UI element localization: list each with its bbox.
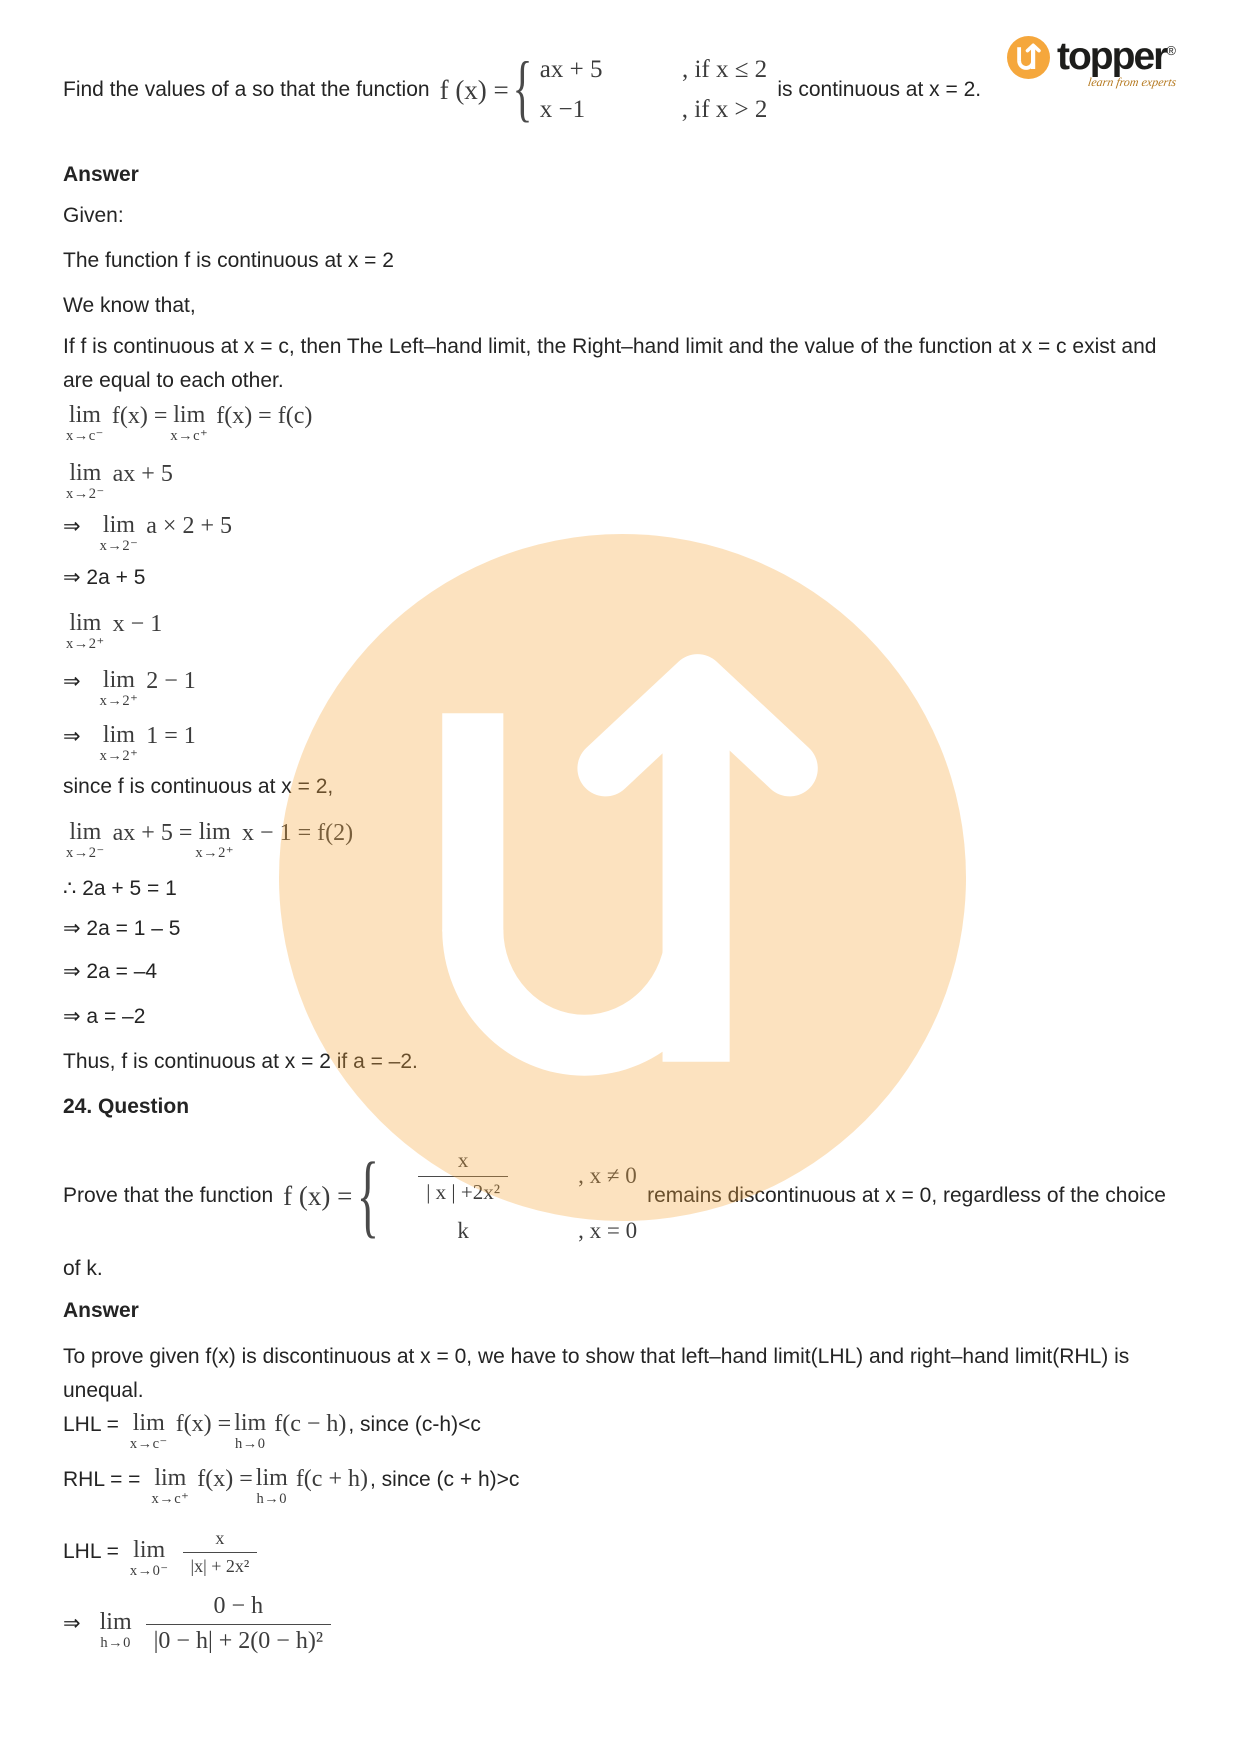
continuity-rule: If f is continuous at x = c, then The Left–hand limit, the Right–hand limit and the value of the function at x = c exist and are equal to each other. xyxy=(63,335,1157,392)
math-text: ax + 5 = xyxy=(112,820,193,846)
we-know-that: We know that, xyxy=(63,294,196,317)
case-cond: , if x > 2 xyxy=(681,96,768,123)
math-text: f(c − h) xyxy=(274,1411,347,1437)
fraction-denominator: |x| + 2x² xyxy=(183,1552,258,1577)
question-24-heading: 24. Question xyxy=(63,1095,190,1118)
math-text: f(x) = xyxy=(111,403,168,429)
math-text: ax + 5 xyxy=(112,461,173,487)
answer-heading-24: Answer xyxy=(63,1299,139,1322)
limit-operator: lim x→2⁺ xyxy=(99,722,139,764)
piecewise-function-23 xyxy=(439,48,768,130)
case-cond: , x = 0 xyxy=(578,1217,638,1243)
math-text: 1 = 1 xyxy=(146,723,196,749)
case-row xyxy=(388,1218,637,1244)
case-fraction xyxy=(412,1148,514,1203)
logo-brand-text: topper xyxy=(1057,35,1167,78)
limit-operator: lim x→2⁺ xyxy=(66,610,105,652)
fraction-numerator: x xyxy=(215,1528,225,1548)
limit-operator: lim x→2⁻ xyxy=(66,819,105,861)
question-24-prompt xyxy=(63,1140,1166,1252)
lhl-definition xyxy=(63,1411,481,1452)
given-statement: The function f is continuous at x = 2 xyxy=(63,249,394,272)
math-text: x − 1 = f(2) xyxy=(242,820,354,846)
prompt-text-after: is continuous at x = 2. xyxy=(777,78,982,101)
limit-operator: lim x→0⁻ xyxy=(129,1536,169,1579)
limit-operator: lim h→0 xyxy=(234,1410,267,1452)
fx-equals: f (x) = xyxy=(283,1180,353,1211)
limit-equation-4 xyxy=(63,611,162,652)
toppr-watermark xyxy=(279,534,966,1221)
toppr-logo-mark-icon xyxy=(1007,36,1050,79)
rhl-definition xyxy=(63,1466,519,1507)
logo-registered-mark: ® xyxy=(1166,43,1176,58)
case-cond: , x ≠ 0 xyxy=(578,1163,637,1188)
fraction-denominator: |0 − h| + 2(0 − h)² xyxy=(146,1624,331,1656)
prompt-text-after: remains discontinuous at x = 0, regardless of the choice xyxy=(647,1184,1166,1207)
case-row xyxy=(388,1148,637,1203)
limit-operator: lim x→c⁺ xyxy=(151,1465,190,1507)
left-brace: { xyxy=(357,1145,380,1247)
math-text: x − 1 xyxy=(112,611,163,637)
algebra-step-2: ⇒ 2a = –4 xyxy=(63,960,158,983)
limit-equation-6 xyxy=(63,723,196,764)
limit-operator: lim x→2⁺ xyxy=(99,667,139,709)
to-prove-statement: To prove given f(x) is discontinuous at x = 0, we have to show that left–hand limit(LHL) and right–hand limit(RHL) is unequal. xyxy=(63,1345,1130,1402)
algebra-step-3: ⇒ a = –2 xyxy=(63,1005,146,1028)
limit-equation-3 xyxy=(63,513,232,554)
cases-rows xyxy=(388,1148,637,1243)
math-text: a × 2 + 5 xyxy=(146,513,232,539)
limit-operator: lim h→0 xyxy=(255,1465,288,1507)
lhl-label: LHL = xyxy=(63,1539,119,1563)
fraction-denominator: | x | +2x² xyxy=(418,1176,508,1204)
implies-arrow: ⇒ xyxy=(63,670,81,693)
implies-arrow: ⇒ xyxy=(63,725,81,748)
lhl-label: LHL = xyxy=(63,1413,119,1436)
cases-rows xyxy=(540,56,768,124)
since-statement: since f is continuous at x = 2, xyxy=(63,775,334,798)
given-label: Given: xyxy=(63,204,124,227)
limit-equation-2 xyxy=(63,461,173,502)
limit-operator: lim x→2⁻ xyxy=(66,460,105,502)
math-text: f(x) = xyxy=(197,1466,253,1492)
fx-equals: f (x) = xyxy=(439,74,509,105)
fraction xyxy=(183,1528,258,1576)
limit-equation-1 xyxy=(63,403,312,444)
fraction xyxy=(146,1593,331,1655)
math-text: f(x) = xyxy=(175,1411,232,1437)
case-expr: k xyxy=(457,1217,469,1243)
conclusion-23: Thus, f is continuous at x = 2 if a = –2. xyxy=(63,1050,418,1073)
math-text: f(x) = f(c) xyxy=(216,403,313,429)
left-brace: { xyxy=(512,48,533,130)
limit-operator: lim x→c⁻ xyxy=(129,1410,168,1452)
logo-text-wrap xyxy=(1057,35,1177,89)
implies-arrow: ⇒ xyxy=(63,1611,81,1635)
toppr-logo xyxy=(1007,35,1177,89)
lhl-evaluation xyxy=(63,1528,263,1578)
case-cond: , if x ≤ 2 xyxy=(681,56,768,83)
since-note: , since (c-h)<c xyxy=(348,1413,481,1436)
fraction xyxy=(418,1148,508,1203)
limit-equation-5 xyxy=(63,668,196,709)
case-expr: ax + 5 xyxy=(539,56,603,83)
step-2a-plus-5: ⇒ 2a + 5 xyxy=(63,566,146,589)
therefore-step: ∴ 2a + 5 = 1 xyxy=(63,877,177,900)
fraction-numerator: 0 − h xyxy=(213,1593,264,1619)
fraction-numerator: x xyxy=(457,1148,469,1173)
implies-arrow: ⇒ xyxy=(63,515,81,538)
prompt-text-before: Find the values of a so that the function xyxy=(63,78,430,101)
case-row xyxy=(540,56,768,84)
rhl-label: RHL = = xyxy=(63,1468,141,1491)
logo-tagline: learn from experts xyxy=(1086,75,1177,89)
question-23-prompt xyxy=(63,48,982,130)
limit-operator: lim h→0 xyxy=(99,1608,132,1651)
limit-operator: lim x→c⁺ xyxy=(170,402,209,444)
case-row xyxy=(540,96,768,124)
answer-heading: Answer xyxy=(63,163,139,186)
limit-substitution xyxy=(63,1593,337,1655)
since-note: , since (c + h)>c xyxy=(369,1468,520,1491)
limit-operator: lim x→2⁻ xyxy=(99,512,139,554)
algebra-step-1: ⇒ 2a = 1 – 5 xyxy=(63,917,181,940)
prompt-text-before: Prove that the function xyxy=(63,1184,274,1207)
prompt-tail: of k. xyxy=(63,1257,103,1280)
limit-operator: lim x→c⁻ xyxy=(66,402,104,444)
math-text: 2 − 1 xyxy=(146,668,196,694)
case-expr: x −1 xyxy=(539,96,586,123)
limit-equation-7 xyxy=(63,820,353,861)
piecewise-function-24 xyxy=(283,1145,638,1247)
limit-operator: lim x→2⁺ xyxy=(195,819,235,861)
math-text: f(c + h) xyxy=(295,1466,368,1492)
